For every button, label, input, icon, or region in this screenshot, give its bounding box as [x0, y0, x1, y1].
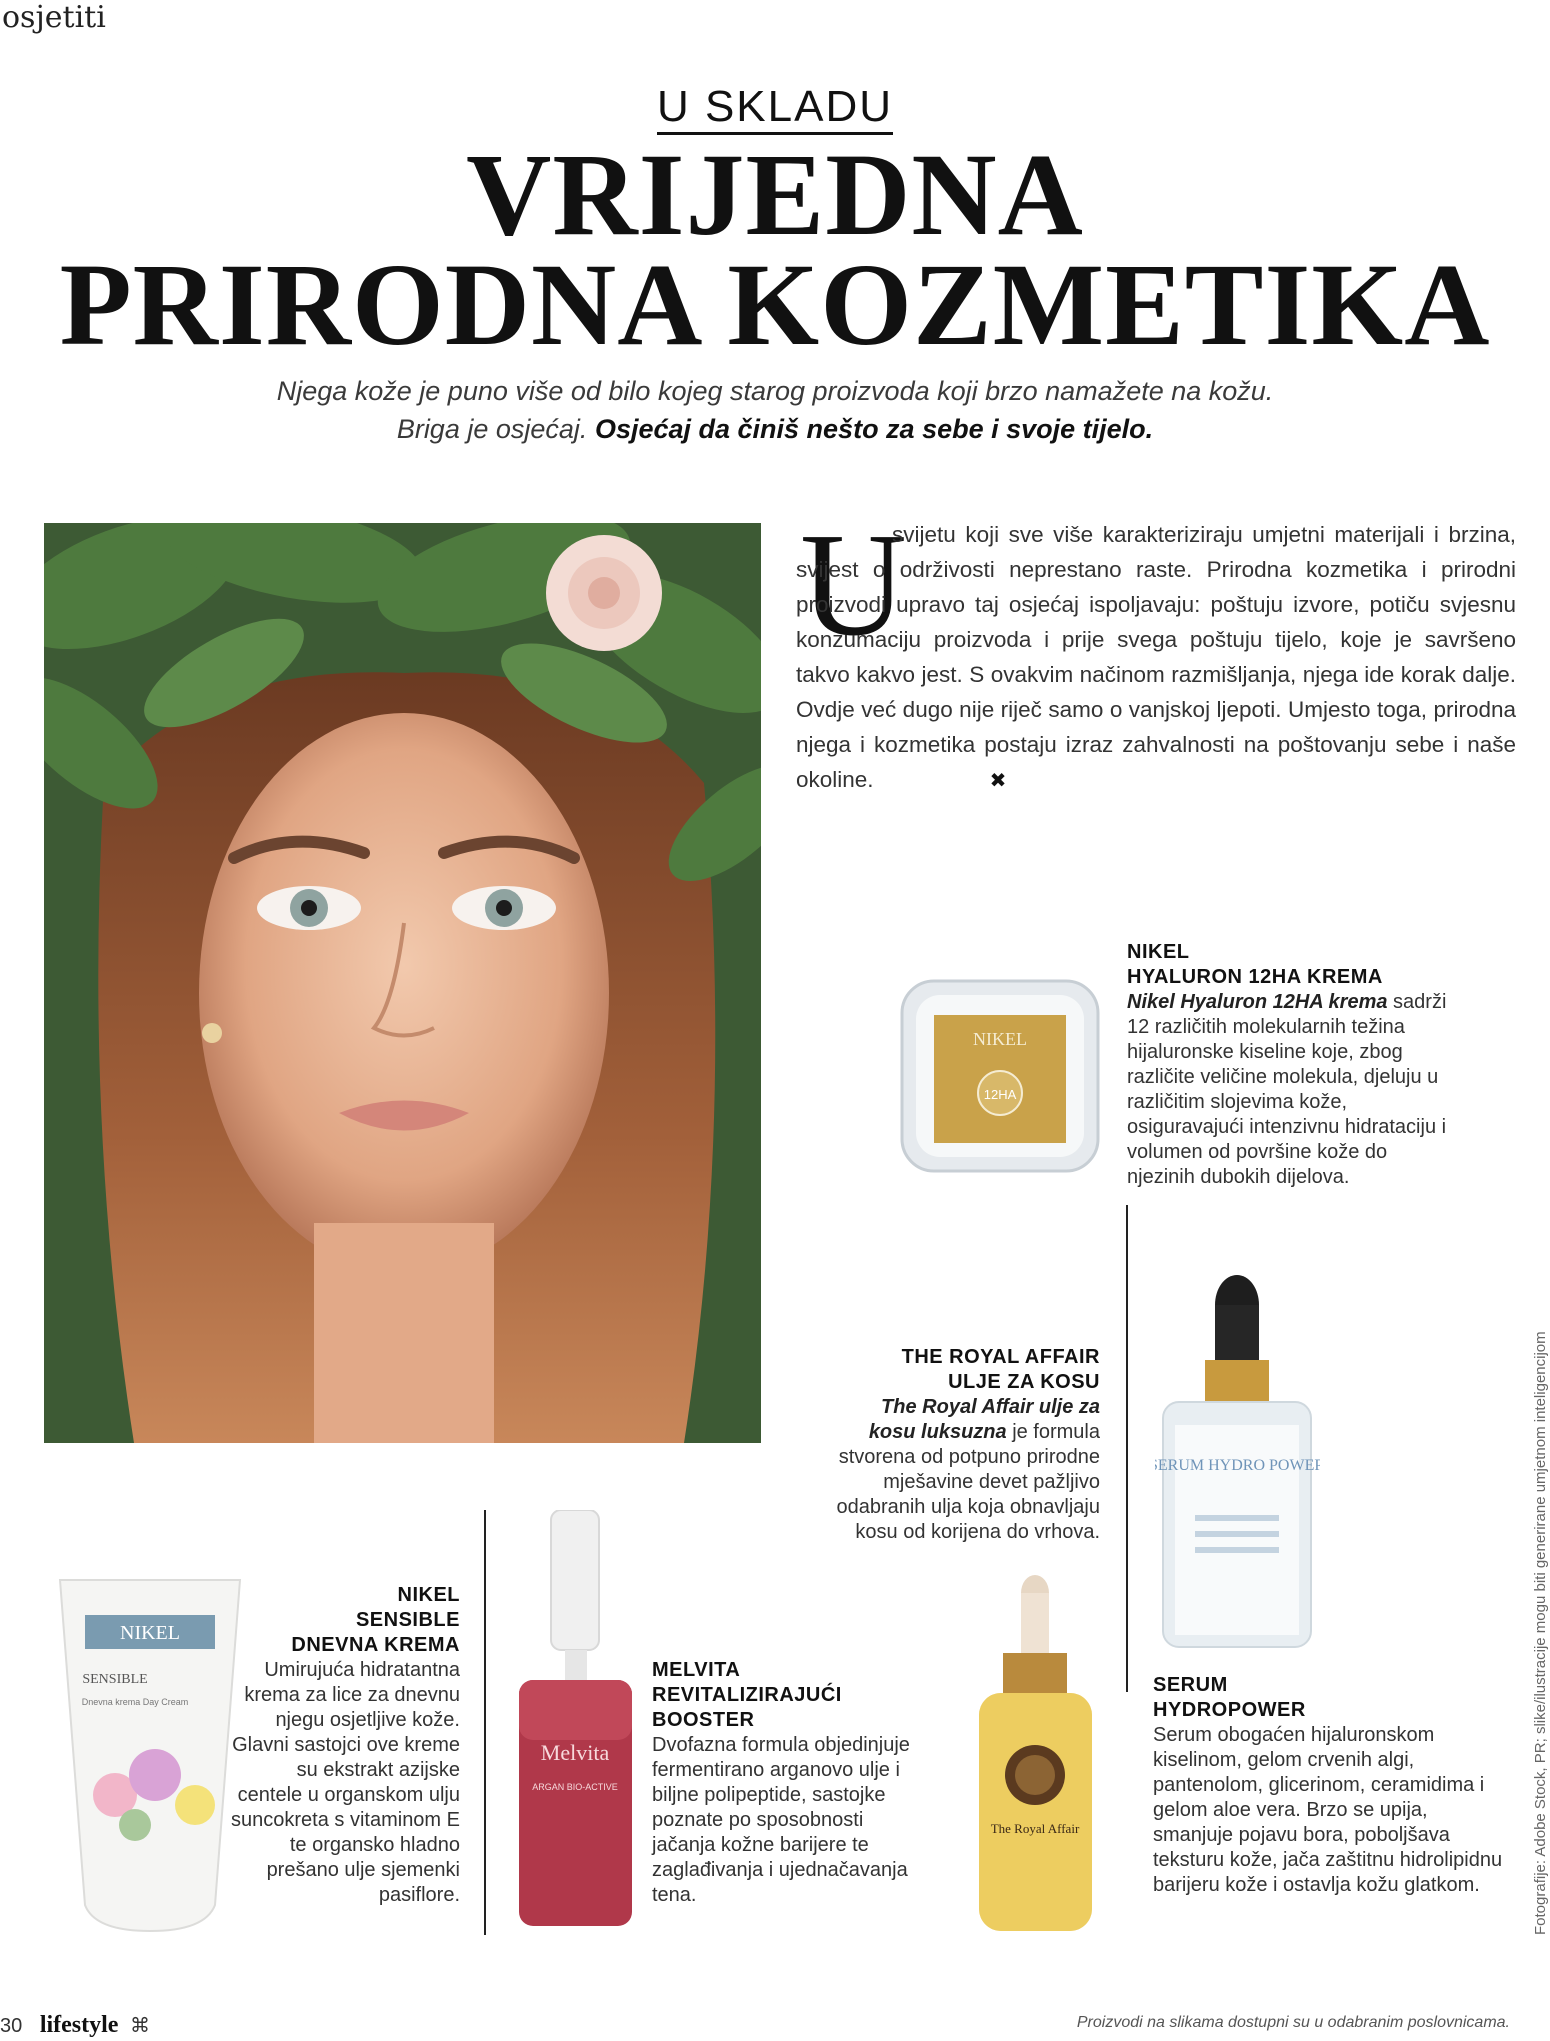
serum-text	[1153, 1673, 1503, 1898]
sensible-tube-image	[55, 1575, 245, 1935]
serum-title-1: SERUM	[1153, 1674, 1228, 1696]
melvita-title-3: BOOSTER	[652, 1709, 755, 1731]
tube-brand-text: NIKEL	[120, 1622, 180, 1644]
sensible-text	[230, 1583, 460, 1908]
melvita-bottle-brand: Melvita	[540, 1740, 610, 1765]
tube-sub-text: Dnevna krema Day Cream	[81, 1697, 189, 1707]
hyaluron-text	[1127, 940, 1457, 1190]
royal-bottle-label: The Royal Affair	[990, 1821, 1080, 1836]
footer-brand-icon: ⌘	[130, 2015, 151, 2037]
melvita-title-1: MELVITA	[652, 1659, 741, 1681]
footer-left	[0, 2012, 150, 2039]
photo-credit: Fotografije: Adobe Stock, PR; slike/ilustracije mogu biti generirane umjetnom inteligencijom	[1532, 1331, 1549, 1935]
end-mark-icon: ✖	[989, 770, 1007, 792]
hyaluron-title-2: HYALURON 12HA KREMA	[1127, 966, 1383, 988]
lede-line-1: Njega kože je puno više od bilo kojeg starog proizvoda koji brzo namažete na kožu.	[276, 376, 1274, 406]
intro-paragraph	[796, 517, 1516, 799]
melvita-bottle-label: ARGAN BIO-ACTIVE	[532, 1782, 618, 1792]
melvita-body: Dvofazna formula objedinjuje fermentirano arganovo ulje i biljne polipeptide, sastojke poznate po sposobnosti jačanja kožne barijere te zaglađivanja i ujednačavanja tena.	[652, 1734, 910, 1906]
sensible-title-3: DNEVNA KREMA	[291, 1634, 460, 1656]
hyaluron-jar-image	[894, 975, 1106, 1180]
hyaluron-title-1: NIKEL	[1127, 941, 1190, 963]
tube-label-text: SENSIBLE	[82, 1672, 148, 1687]
page-number: 30	[0, 2015, 23, 2037]
page-title	[0, 129, 1550, 370]
hyaluron-body: Nikel Hyaluron 12HA krema sadrži 12 različitih molekularnih težina hijaluronske kiseline koje, zbog različite veličine molekula, djeluju u različitim slojevima kože, osiguravajući intenzivnu hidrataciju i volumen od površine kože do njezinih dubokih dijelova.	[1127, 991, 1447, 1188]
lede	[0, 372, 1550, 448]
intro-text: svijetu koji sve više karakteriziraju umjetni materijali i brzina, svijest o održivosti neprestano raste. Prirodna kozmetika i prirodni proizvodi upravo taj osjećaj ispoljavaju: poštuju izvore, potiču svjesnu konzumaciju proizvoda i prije svega poštuju tijelo, koje je savršeno takvo kakvo jest. S ovakvim načinom razmišljanja, njega ide korak dalje. Ovdje već dugo nije riječ samo o vanjskoj ljepoti. Umjesto toga, prirodna njega i kozmetika postaju izraz zahvalnosti na poštovanju sebe i naše okoline.	[796, 522, 1516, 792]
sensible-title-2: SENSIBLE	[355, 1609, 460, 1631]
serum-bottle-image	[1155, 1275, 1320, 1650]
melvita-bottle-image	[513, 1510, 638, 1930]
serum-title-2: HYDROPOWER	[1153, 1699, 1306, 1721]
royal-title-2: ULJE ZA KOSU	[948, 1371, 1100, 1393]
royal-text	[830, 1345, 1100, 1545]
lede-line-2: Briga je osjećaj. Osjećaj da činiš nešto za sebe i svoje tijelo.	[396, 414, 1154, 444]
hero-portrait-photo	[44, 523, 761, 1443]
rule-vertical-sensible	[484, 1510, 486, 1935]
royal-body: The Royal Affair ulje za kosu luksuzna je formula stvorena od potpuno prirodne mješavine devet pažljivo odabranih ulja koja obnavljaju kosu od korijena do vrhova.	[836, 1396, 1100, 1543]
section-label: osjetiti	[2, 0, 106, 35]
serum-bottle-label: SERUM HYDRO POWER	[1155, 1457, 1320, 1474]
sensible-title-1: NIKEL	[397, 1584, 460, 1606]
royal-oil-bottle-image	[973, 1575, 1098, 1935]
footer-brand: lifestyle	[39, 2012, 119, 2038]
jar-label-text: 12HA	[983, 1087, 1017, 1102]
title-line-1: VRIJEDNA	[466, 129, 1084, 260]
melvita-text	[652, 1658, 922, 1908]
melvita-title-2: REVITALIZIRAJUĆI	[652, 1684, 842, 1706]
jar-brand-text: NIKEL	[973, 1029, 1027, 1049]
royal-title-1: THE ROYAL AFFAIR	[901, 1346, 1100, 1368]
title-line-2: PRIRODNA KOZMETIKA	[59, 239, 1491, 370]
footer-note: Proizvodi na slikama dostupni su u odabranim poslovnicama.	[1076, 2014, 1510, 2031]
kicker: U SKLADU	[0, 82, 1550, 132]
drop-cap: U	[800, 503, 907, 667]
rule-vertical-hyaluron	[1126, 1205, 1128, 1692]
sensible-body: Umirujuća hidratantna krema za lice za dnevnu njegu osjetljive kože. Glavni sastojci ove kreme su ekstrakt azijske centele u organskom ulju suncokreta s vitaminom E te organsko hladno prešano ulje sjemenki pasiflore.	[231, 1659, 460, 1906]
serum-body: Serum obogaćen hijaluronskom kiselinom, gelom crvenih algi, pantenolom, glicerinom, ceramidima i gelom aloe vera. Brzo se upija, smanjuje pojavu bora, poboljšava teksturu kože, jača zaštitnu hidrolipidnu barijeru kože i ostavlja kožu glatkom.	[1153, 1724, 1503, 1896]
